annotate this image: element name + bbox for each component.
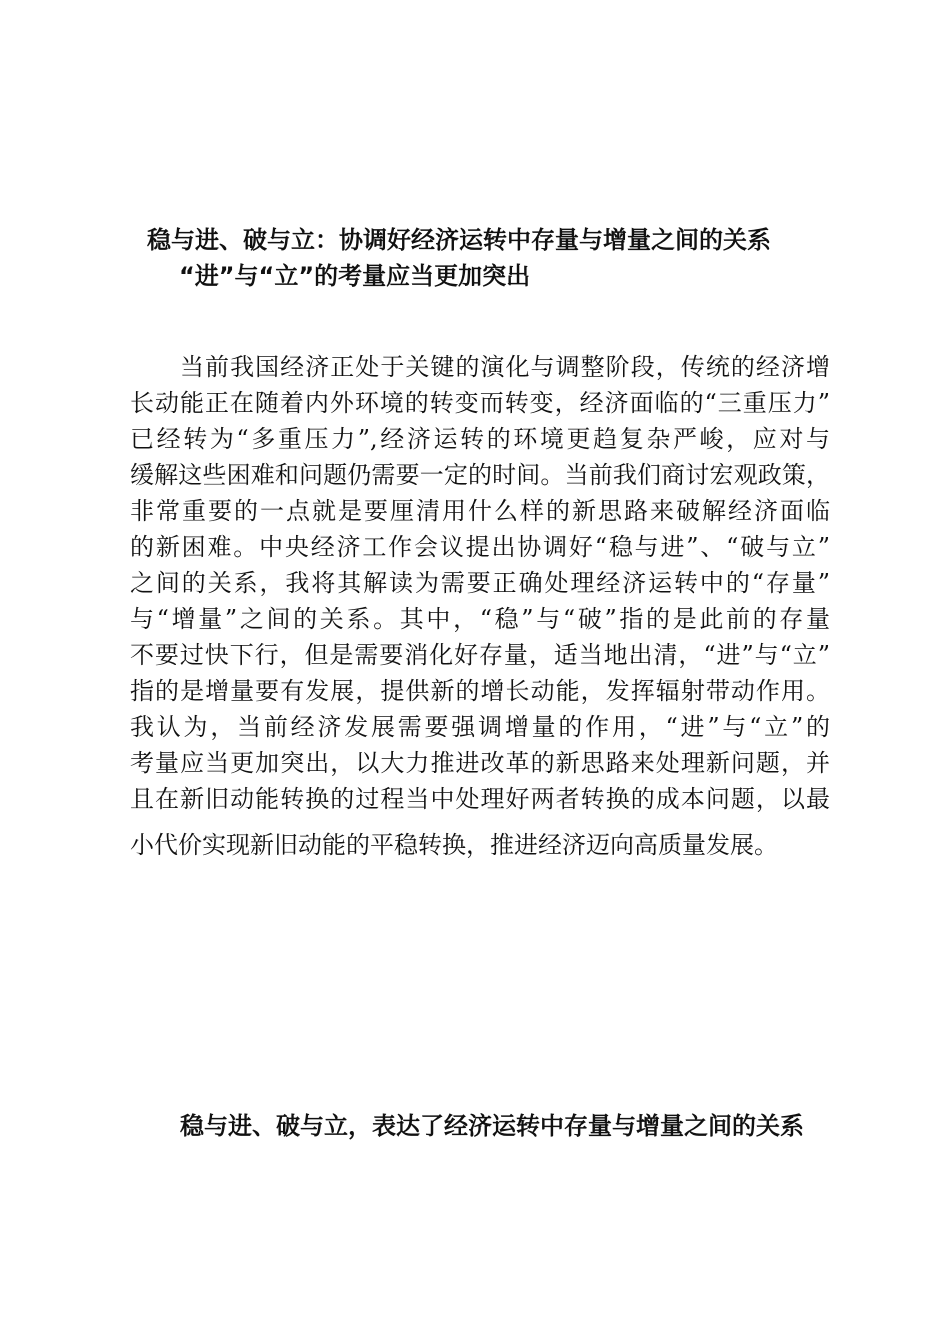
paragraph-line: 之间的关系，我将其解读为需要正确处理经济运转中的“存量”	[130, 569, 830, 597]
paragraph-line: 考量应当更加突出，以大力推进改革的新思路来处理新问题，并	[130, 749, 830, 777]
title-subtitle: “进”与“立”的考量应当更加突出	[179, 262, 531, 290]
paragraph-line: 已经转为“多重压力”,经济运转的环境更趋复杂严峻，应对与	[130, 425, 830, 453]
paragraph-line: 指的是增量要有发展，提供新的增长动能，发挥辐射带动作用。	[130, 677, 830, 705]
paragraph-line: 当前我国经济正处于关键的演化与调整阶段，传统的经济增	[180, 353, 830, 381]
title-main: 稳与进、破与立：协调好经济运转中存量与增量之间的关系	[147, 226, 771, 254]
body-paragraph	[130, 349, 830, 863]
paragraph-line: 缓解这些困难和问题仍需要一定的时间。当前我们商讨宏观政策，	[130, 461, 830, 489]
section-heading: 稳与进、破与立，表达了经济运转中存量与增量之间的关系	[180, 1112, 804, 1140]
paragraph-line: 小代价实现新旧动能的平稳转换，推进经济迈向高质量发展。	[130, 831, 778, 859]
paragraph-line: 非常重要的一点就是要厘清用什么样的新思路来破解经济面临	[130, 497, 830, 525]
paragraph-line: 不要过快下行，但是需要消化好存量，适当地出清，“进”与“立”	[130, 641, 830, 669]
paragraph-line: 长动能正在随着内外环境的转变而转变，经济面临的“三重压力”	[130, 389, 830, 417]
paragraph-line: 的新困难。中央经济工作会议提出协调好“稳与进”、“破与立”	[130, 533, 830, 561]
paragraph-line: 且在新旧动能转换的过程当中处理好两者转换的成本问题，以最	[130, 785, 830, 813]
paragraph-line: 我认为，当前经济发展需要强调增量的作用，“进”与“立”的	[130, 713, 830, 741]
paragraph-line: 与“增量”之间的关系。其中，“稳”与“破”指的是此前的存量	[130, 605, 830, 633]
